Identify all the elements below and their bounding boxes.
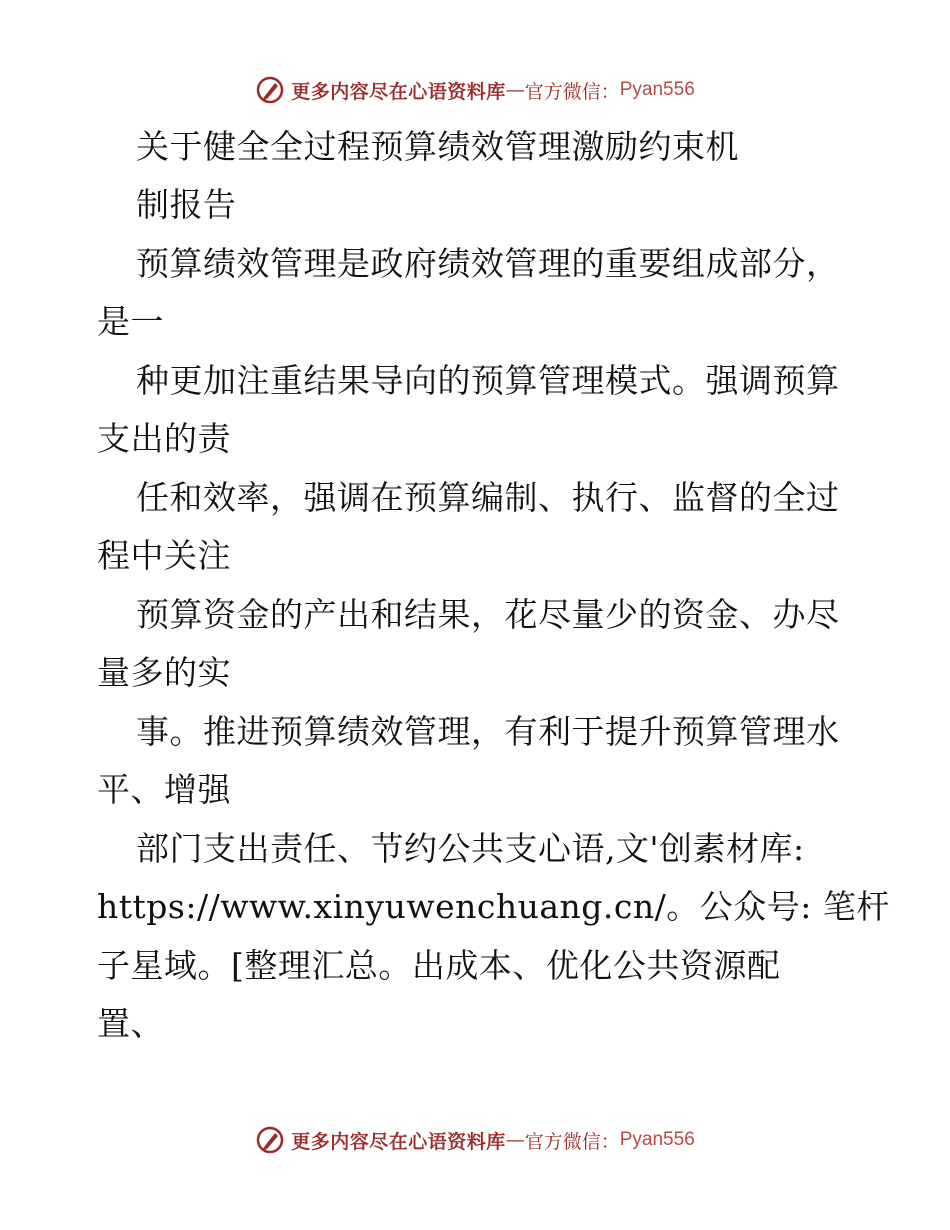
banner-account: Pyan556 — [619, 79, 695, 100]
paragraph-line: 程中关注 — [97, 536, 231, 575]
banner-dash: — — [505, 1129, 525, 1151]
paragraph-line: 种更加注重结果导向的预算管理模式。强调预算 — [136, 361, 840, 400]
paragraph-line: 预算资金的产出和结果，花尽量少的资金、办尽 — [136, 595, 840, 634]
header-banner — [0, 70, 950, 110]
paragraph-line: 部门支出责任、节约公共支心语,文'创素材库: — [136, 829, 805, 868]
paragraph-line: 子星域。[整理汇总。出成本、优化公共资源配 — [97, 946, 781, 985]
banner-account: Pyan556 — [619, 1129, 695, 1150]
banner-label: 官方微信： — [524, 1130, 620, 1153]
paragraph-line: 是一 — [97, 302, 164, 341]
document-title-line-1: 关于健全全过程预算绩效管理激励约束机 — [136, 127, 739, 166]
paragraph-line-url: https://www.xinyuwenchuang.cn/。公众号: 笔杆 — [97, 887, 890, 926]
document-title-line-2: 制报告 — [136, 185, 237, 224]
banner-label: 官方微信： — [524, 80, 620, 103]
paragraph-line: 事。推进预算绩效管理，有利于提升预算管理水 — [136, 712, 840, 751]
banner-dash: — — [505, 79, 525, 101]
paragraph-line: 置、 — [97, 1004, 164, 1043]
paragraph-line: 支出的责 — [97, 419, 231, 458]
pen-logo-icon — [255, 75, 285, 105]
paragraph-line: 任和效率，强调在预算编制、执行、监督的全过 — [136, 478, 840, 517]
banner-brand: 更多内容尽在心语资料库 — [291, 1130, 506, 1153]
paragraph-line: 预算绩效管理是政府绩效管理的重要组成部分， — [136, 244, 840, 283]
paragraph-line: 平、增强 — [97, 770, 231, 809]
footer-banner — [0, 1120, 950, 1160]
paragraph-line: 量多的实 — [97, 653, 231, 692]
pen-logo-icon — [255, 1125, 285, 1155]
banner-brand: 更多内容尽在心语资料库 — [291, 80, 506, 103]
